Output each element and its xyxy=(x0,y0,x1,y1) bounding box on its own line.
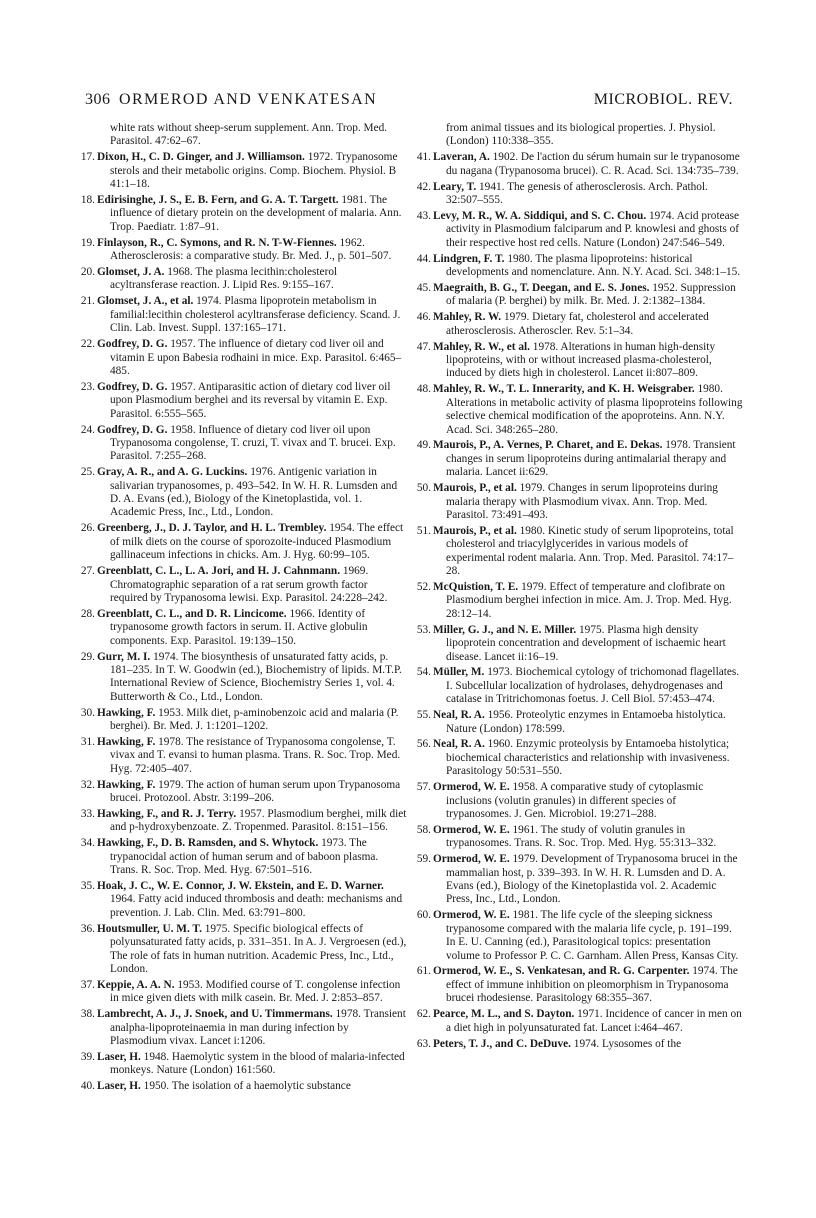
reference-authors: Finlayson, R., C. Symons, and R. N. T-W-Fiennes. xyxy=(97,236,337,249)
reference-authors: Godfrey, D. G. xyxy=(97,423,168,436)
reference-authors: Keppie, A. A. N. xyxy=(97,978,175,991)
reference-number: 33. xyxy=(80,808,95,820)
reference-entry xyxy=(416,180,743,208)
reference-entry xyxy=(416,738,743,778)
reference-number: 20. xyxy=(80,266,95,279)
reference-entry xyxy=(80,1080,407,1093)
reference-authors: Houtsmuller, U. M. T. xyxy=(97,922,202,935)
reference-text: 1974. The biosynthesis of unsaturated fatty acids, p. 181–235. In T. W. Goodwin (ed.), Biochemistry of lipids. M.T.P. International Review of Science, Biochemistry Series 1, vol. 4. Butterworth & Co., Ltd., London. xyxy=(110,650,402,703)
reference-authors: Levy, M. R., W. A. Siddiqui, and S. C. Chou. xyxy=(433,209,647,222)
reference-authors: Mahley, R. W., T. L. Innerarity, and K. H. Weisgraber. xyxy=(433,383,695,396)
reference-column-left xyxy=(80,122,407,1096)
reference-authors: Maegraith, B. G., T. Deegan, and E. S. Jones. xyxy=(433,281,650,294)
reference-text: 1979. The action of human serum upon Trypanosoma brucei. Protozool. Abstr. 3:199–206. xyxy=(110,778,401,805)
reference-text: 1978. Transient changes in serum lipoproteins during antimalarial therapy and malaria. Lancet ii:629. xyxy=(446,439,736,479)
reference-number: 37. xyxy=(80,978,95,991)
reference-text: 1962. Atherosclerosis: a comparative study. Br. Med. J., p. 501–507. xyxy=(110,236,392,263)
reference-number: 28. xyxy=(80,607,95,620)
reference-text: 1950. The isolation of a haemolytic substance xyxy=(143,1080,351,1093)
reference-text: white rats without sheep-serum supplement. Ann. Trop. Med. Parasitol. 47:62–67. xyxy=(110,122,388,148)
reference-number: 52. xyxy=(416,581,431,593)
reference-entry xyxy=(416,151,743,178)
reference-text: 1971. Incidence of cancer in men on a diet high in polyunsaturated fat. Lancet i:464–467. xyxy=(446,1008,742,1034)
reference-authors: Müller, M. xyxy=(433,666,485,679)
page-header xyxy=(85,91,733,115)
reference-authors: Hawking, F. xyxy=(97,778,156,791)
reference-entry xyxy=(416,281,743,309)
reference-authors: Edirisinghe, J. S., E. B. Fern, and G. A. T. Targett. xyxy=(97,194,339,207)
reference-entry xyxy=(80,735,407,776)
reference-entry xyxy=(416,709,743,736)
reference-column-right xyxy=(416,122,743,1053)
reference-text: 1974. Plasma lipoprotein metabolism in familial:lecithin cholesterol acyltransferase deficiency. Scand. J. Clin. Lab. Invest. Suppl. 137:165–171. xyxy=(110,295,401,335)
reference-text: 1976. Antigenic variation in salivarian trypanosomes, p. 493–542. In W. H. R. Lumsden and D. A. Evans (ed.), Biology of the Kinetoplastida, vol. 1. Academic Press, Inc., Ltd., London. xyxy=(110,466,398,519)
reference-number: 31. xyxy=(80,735,95,748)
reference-entry xyxy=(80,837,407,877)
reference-number: 60. xyxy=(416,909,431,922)
reference-entry xyxy=(416,383,743,437)
reference-text: 1953. Modified course of T. congolense infection in mice given diets with milk casein. Br. Med. J. 2:853–857. xyxy=(110,978,401,1005)
reference-text: 1966. Identity of trypanosome growth factors in serum. II. Active globulin components. Exp. Parasitol. 19:139–150. xyxy=(110,607,368,647)
reference-entry xyxy=(416,252,743,280)
reference-authors: Maurois, P., et al. xyxy=(433,524,517,537)
reference-entry xyxy=(80,650,407,705)
reference-entry xyxy=(416,909,743,963)
reference-number: 56. xyxy=(416,738,431,751)
reference-text: 1979. Dietary fat, cholesterol and accelerated atherosclerosis. Atheroscler. Rev. 5:1–34. xyxy=(446,311,709,337)
reference-authors: Hawking, F., D. B. Ramsden, and S. Whytock. xyxy=(97,837,319,850)
reference-entry xyxy=(80,266,407,293)
reference-number: 25. xyxy=(80,466,95,479)
reference-entry xyxy=(416,581,743,621)
reference-authors: Laser, H. xyxy=(97,1080,141,1093)
reference-number: 44. xyxy=(416,252,431,265)
reference-entry xyxy=(433,122,743,149)
reference-text: 1957. Antiparasitic action of dietary cod liver oil upon Plasmodium berghei and its reversal by vitamin E. Exp. Parasitol. 6:555–565. xyxy=(110,380,391,420)
reference-number: 45. xyxy=(416,281,431,294)
reference-text: 1981. The influence of dietary protein on the development of malaria. Ann. Trop. Paediatr. 1:87–91. xyxy=(110,194,402,233)
reference-number: 38. xyxy=(80,1008,95,1021)
reference-entry xyxy=(416,209,743,250)
reference-authors: Glomset, J. A. xyxy=(97,266,165,279)
reference-authors: Miller, G. J., and N. E. Miller. xyxy=(433,623,577,636)
reference-entry xyxy=(416,439,743,479)
reference-authors: Gray, A. R., and A. G. Luckins. xyxy=(97,466,248,479)
reference-text: 1981. The life cycle of the sleeping sickness trypanosome compared with the malaria life cycle, p. 191–199. In E. U. Canning (ed.), Parasitological topics: presentation volume to Professor P. C. C. Garnham. Allen Press, Kansas City. xyxy=(446,909,739,962)
reference-entry xyxy=(416,623,743,664)
reference-entry xyxy=(80,236,407,264)
reference-number: 29. xyxy=(80,650,95,663)
reference-entry xyxy=(80,522,407,562)
reference-text: 1980. Alterations in metabolic activity of plasma lipoproteins following selective chemical modification of the apoproteins. Ann. N.Y. Acad. Sci. 348:265–280. xyxy=(446,383,743,436)
reference-text: 1964. Fatty acid induced thrombosis and death: mechanisms and prevention. J. Lab. Clin. Med. 63:791–800. xyxy=(110,893,403,919)
reference-number: 46. xyxy=(416,311,431,324)
reference-entry xyxy=(80,880,407,920)
reference-number: 63. xyxy=(416,1037,431,1050)
reference-text: 1980. Kinetic study of serum lipoproteins, total cholesterol and triacylglycerides in various models of experimental rodent malaria. Ann. Trop. Med. Parasitol. 74:17–28. xyxy=(446,524,734,578)
reference-text: 1978. The resistance of Trypanosoma congolense, T. vivax and T. evansi to human plasma. Trans. R. Soc. Trop. Med. Hyg. 72:405–407. xyxy=(110,735,401,775)
reference-number: 54. xyxy=(416,666,431,679)
reference-entry xyxy=(80,151,407,191)
reference-authors: Glomset, J. A., et al. xyxy=(97,295,194,308)
reference-text: 1957. The influence of dietary cod liver oil and vitamin E upon Babesia rodhaini in mice. Exp. Parasitol. 6:465–485. xyxy=(110,338,402,377)
reference-authors: Hoak, J. C., W. E. Connor, J. W. Ekstein, and E. D. Warner. xyxy=(97,880,384,893)
reference-entry xyxy=(416,965,743,1005)
reference-text: 1954. The effect of milk diets on the course of sporozoite-induced Plasmodium gallinaceum infections in chicks. Am. J. Hyg. 60:99–105. xyxy=(110,522,404,562)
reference-authors: Gurr, M. I. xyxy=(97,650,151,663)
reference-authors: Mahley, R. W. xyxy=(433,311,502,324)
reference-entry xyxy=(416,1008,743,1035)
reference-number: 43. xyxy=(416,209,431,222)
reference-number: 34. xyxy=(80,837,95,850)
reference-authors: Ormerod, W. E. xyxy=(433,781,510,794)
reference-authors: McQuistion, T. E. xyxy=(433,581,519,593)
reference-text: 1956. Proteolytic enzymes in Entamoeba histolytica. Nature (London) 178:599. xyxy=(446,709,726,735)
reference-authors: Ormerod, W. E., S. Venkatesan, and R. G. Carpenter. xyxy=(433,965,690,978)
reference-entry xyxy=(80,978,407,1006)
reference-number: 47. xyxy=(416,340,431,353)
reference-text: 1961. The study of volutin granules in trypanosomes. Trans. R. Soc. Trop. Med. Hyg. 55:313–332. xyxy=(446,823,717,850)
reference-entry xyxy=(80,1008,407,1048)
reference-authors: Lambrecht, A. J., J. Snoek, and U. Timmermans. xyxy=(97,1008,333,1021)
reference-number: 24. xyxy=(80,423,95,436)
reference-text: 1980. The plasma lipoproteins: historical developments and nomenclature. Ann. N.Y. Acad. Sci. 348:1–15. xyxy=(446,252,741,279)
reference-entry xyxy=(416,853,743,907)
reference-text: 1973. Biochemical cytology of trichomonad flagellates. I. Subcellular localization of hydrolases, dehydrogenases and catalase in Tritrichomonas foetus. J. Cell Biol. 57:453–474. xyxy=(446,666,740,706)
reference-authors: Mahley, R. W., et al. xyxy=(433,340,530,353)
reference-number: 32. xyxy=(80,778,95,791)
reference-text: 1974. Lysosomes of the xyxy=(573,1037,682,1050)
reference-authors: Maurois, P., A. Vernes, P. Charet, and E. Dekas. xyxy=(433,439,663,452)
reference-entry xyxy=(80,423,407,464)
reference-authors: Peters, T. J., and C. DeDuve. xyxy=(433,1037,571,1050)
reference-text: 1972. Trypanosome sterols and their metabolic origins. Comp. Biochem. Physiol. B 41:1–18. xyxy=(110,151,398,191)
reference-entry xyxy=(416,666,743,706)
reference-text: 1968. The plasma lecithin:cholesterol acyltransferase reaction. J. Lipid Res. 9:155–167. xyxy=(110,266,338,292)
reference-entry xyxy=(80,194,407,234)
reference-number: 36. xyxy=(80,922,95,935)
reference-authors: Pearce, M. L., and S. Dayton. xyxy=(433,1008,575,1021)
reference-number: 23. xyxy=(80,380,95,393)
reference-authors: Godfrey, D. G. xyxy=(97,338,168,351)
reference-authors: Leary, T. xyxy=(433,180,477,193)
reference-entry xyxy=(80,466,407,520)
reference-entry xyxy=(80,778,407,806)
reference-authors: Lindgren, F. T. xyxy=(433,252,505,265)
running-title: ORMEROD AND VENKATESAN xyxy=(119,91,378,108)
reference-number: 19. xyxy=(80,236,95,249)
reference-authors: Laser, H. xyxy=(97,1050,141,1063)
reference-text: 1941. The genesis of atherosclerosis. Arch. Pathol. 32:507–555. xyxy=(446,180,708,207)
reference-entry xyxy=(80,338,407,378)
reference-number: 18. xyxy=(80,194,95,207)
reference-number: 27. xyxy=(80,565,95,578)
reference-text: 1979. Effect of temperature and clofibrate on Plasmodium berghei infection in mice. Am. J. Trop. Med. Hyg. 28:12–14. xyxy=(446,581,732,620)
reference-text: 1902. De l'action du sérum humain sur le trypanosome du nagana (Trypanosoma brucei). C. R. Acad. Sci. 134:735–739. xyxy=(446,151,740,177)
reference-authors: Greenblatt, C. L., and D. R. Lincicome. xyxy=(97,607,287,620)
reference-number: 35. xyxy=(80,880,95,893)
reference-entry xyxy=(80,706,407,734)
reference-text: 1978. Alterations in human high-density lipoproteins, with or without increased plasma-cholesterol, induced by diets high in cholesterol. Lancet ii:807–809. xyxy=(446,340,716,380)
reference-number: 59. xyxy=(416,853,431,866)
reference-number: 49. xyxy=(416,439,431,452)
reference-authors: Godfrey, D. G. xyxy=(97,380,168,393)
reference-authors: Greenberg, J., D. J. Taylor, and H. L. Trembley. xyxy=(97,522,327,535)
reference-number: 22. xyxy=(80,338,95,351)
reference-text: 1969. Chromatographic separation of a rat serum growth factor required by Trypanosoma lewisi. Exp. Parasitol. 24:228–242. xyxy=(110,565,388,604)
page-number: 306 xyxy=(85,91,111,108)
reference-number: 50. xyxy=(416,482,431,495)
reference-entry xyxy=(416,482,743,522)
reference-entry xyxy=(80,1050,407,1078)
reference-authors: Dixon, H., C. D. Ginger, and J. Williamson. xyxy=(97,151,305,164)
reference-number: 58. xyxy=(416,823,431,836)
reference-text: 1974. Acid protease activity in Plasmodium falciparum and P. knowlesi and ghosts of their respective host red cells. Nature (London) 247:546–549. xyxy=(446,209,740,249)
reference-text: 1974. The effect of immune inhibition on pleomorphism in Trypanosoma brucei rhodesiense. Parasitology 68:355–367. xyxy=(446,965,738,1005)
reference-text: 1975. Specific biological effects of polyunsaturated fatty acids, p. 331–351. In A. J. Vergroesen (ed.), The role of fats in human nutrition. Academic Press, Inc., Ltd., London. xyxy=(110,922,407,975)
reference-entry xyxy=(416,340,743,381)
reference-number: 40. xyxy=(80,1080,95,1093)
reference-entry xyxy=(416,524,743,579)
reference-authors: Hawking, F., and R. J. Terry. xyxy=(97,808,237,820)
reference-text: from animal tissues and its biological properties. J. Physiol. (London) 110:338–355. xyxy=(446,122,716,148)
reference-entry xyxy=(80,808,407,835)
reference-number: 41. xyxy=(416,151,431,164)
reference-text: 1948. Haemolytic system in the blood of malaria-infected monkeys. Nature (London) 161:560. xyxy=(110,1050,405,1077)
reference-entry xyxy=(416,781,743,821)
reference-authors: Ormerod, W. E. xyxy=(433,823,510,836)
reference-number: 57. xyxy=(416,781,431,794)
reference-text: 1975. Plasma high density lipoprotein concentration and development of ischaemic heart disease. Lancet ii:16–19. xyxy=(446,623,726,663)
reference-number: 42. xyxy=(416,180,431,193)
reference-entry xyxy=(416,1037,743,1051)
reference-authors: Hawking, F. xyxy=(97,706,156,719)
reference-authors: Neal, R. A. xyxy=(433,709,485,722)
reference-entry xyxy=(80,922,407,977)
reference-text: 1958. Influence of dietary cod liver oil upon Trypanosoma congolense, T. cruzi, T. vivax and T. brucei. Exp. Parasitol. 7:255–268. xyxy=(110,423,396,463)
reference-authors: Ormerod, W. E. xyxy=(433,909,510,922)
reference-number: 48. xyxy=(416,383,431,396)
reference-text: 1958. A comparative study of cytoplasmic inclusions (volutin granules) in different species of trypanosomes. J. Gen. Microbiol. 19:271–288. xyxy=(446,781,704,820)
reference-text: 1979. Changes in serum lipoproteins during malaria therapy with Plasmodium vivax. Ann. Trop. Med. Parasitol. 73:491–493. xyxy=(446,482,718,521)
reference-number: 17. xyxy=(80,151,95,164)
reference-text: 1957. Plasmodium berghei, milk diet and p-hydroxybenzoate. Z. Tropenmed. Parasitol. 8:151–156. xyxy=(110,808,407,834)
reference-entry xyxy=(80,607,407,648)
reference-number: 26. xyxy=(80,522,95,535)
reference-authors: Maurois, P., et al. xyxy=(433,482,517,495)
reference-number: 62. xyxy=(416,1008,431,1021)
reference-authors: Ormerod, W. E. xyxy=(433,853,510,866)
reference-entry xyxy=(80,565,407,605)
reference-authors: Hawking, F. xyxy=(97,735,156,748)
reference-text: 1978. Transient analpha-lipoproteinaemia in man during infection by Plasmodium vivax. Lancet i:1206. xyxy=(110,1008,406,1047)
reference-number: 30. xyxy=(80,706,95,719)
reference-entry xyxy=(97,122,407,149)
reference-authors: Greenblatt, C. L., L. A. Jori, and H. J. Cahnmann. xyxy=(97,565,341,578)
reference-number: 61. xyxy=(416,965,431,978)
reference-number: 55. xyxy=(416,709,431,722)
reference-entry xyxy=(80,380,407,421)
reference-entry xyxy=(80,295,407,335)
reference-entry xyxy=(416,823,743,851)
reference-authors: Laveran, A. xyxy=(433,151,490,164)
reference-text: 1953. Milk diet, p-aminobenzoic acid and malaria (P. berghei). Br. Med. J. 1:1201–1202. xyxy=(110,706,399,733)
reference-number: 39. xyxy=(80,1050,95,1063)
journal-name: MICROBIOL. REV. xyxy=(593,91,733,108)
reference-text: 1979. Development of Trypanosoma brucei in the mammalian host, p. 339–393. In W. H. R. Lumsden and D. A. Evans (ed.), Biology of the Kinetoplastida vol. 2. Academic Press, Inc., Ltd., London. xyxy=(446,853,738,906)
reference-number: 21. xyxy=(80,295,95,308)
reference-entry xyxy=(416,311,743,338)
reference-number: 53. xyxy=(416,623,431,636)
reference-text: 1960. Enzymic proteolysis by Entamoeba histolytica; biochemical characteristics and relationship with invasiveness. Parasitology 50:531–550. xyxy=(446,738,730,778)
reference-authors: Neal, R. A. xyxy=(433,738,485,751)
reference-text: 1973. The trypanocidal action of human serum and of baboon plasma. Trans. R. Soc. Trop. Med. Hyg. 67:501–516. xyxy=(110,837,379,877)
reference-text: 1952. Suppression of malaria (P. berghei) by milk. Br. Med. J. 2:1382–1384. xyxy=(446,281,736,308)
reference-number: 51. xyxy=(416,524,431,537)
